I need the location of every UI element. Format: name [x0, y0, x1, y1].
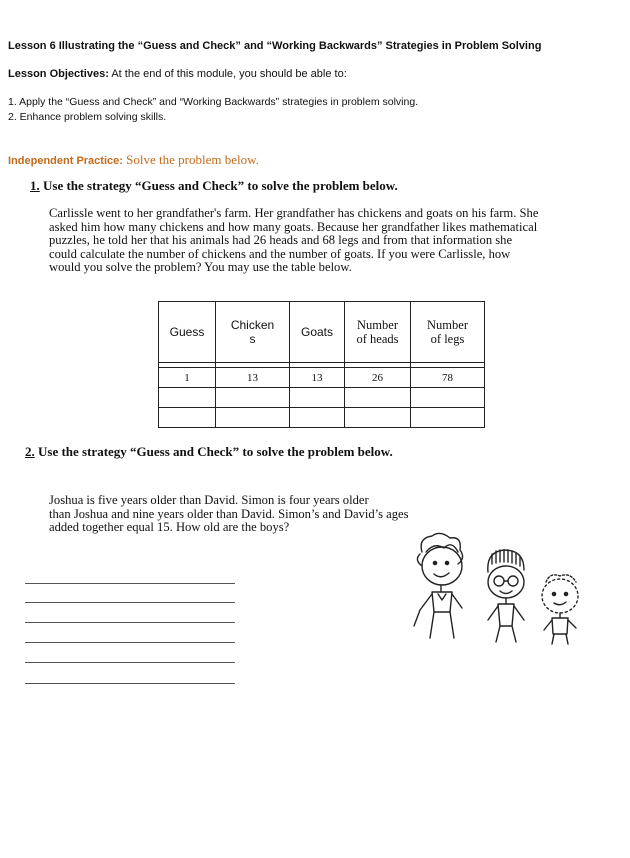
objective-item: 1. Apply the “Guess and Check” and “Working Backwards” strategies in problem solving.	[8, 96, 419, 108]
question-1-paragraph	[49, 207, 538, 275]
answer-line[interactable]	[25, 583, 235, 584]
paragraph-line: than Joshua and nine years older than David. Simon’s and David’s ages	[49, 506, 409, 521]
answer-line[interactable]	[25, 642, 235, 643]
table-cell[interactable]	[290, 388, 345, 408]
guess-check-table	[158, 301, 485, 428]
three-boys-illustration	[400, 530, 590, 645]
table-cell[interactable]	[216, 388, 290, 408]
table-cell[interactable]	[290, 408, 345, 428]
objective-item: 2. Enhance problem solving skills.	[8, 111, 167, 123]
question-2-number: 2.	[25, 444, 35, 459]
header-chickens: Chicken s	[216, 302, 290, 363]
table-cell[interactable]	[411, 388, 485, 408]
header-number-of-legs: Number of legs	[411, 302, 485, 363]
paragraph-line: could calculate the number of chickens and the number of goats. If you were Carlissle, how	[49, 246, 511, 261]
boy-joshua-drawing	[414, 533, 463, 638]
question-2-paragraph	[49, 494, 409, 535]
table-cell[interactable]	[216, 408, 290, 428]
question-1-text: Use the strategy “Guess and Check” to solve the problem below.	[39, 178, 398, 193]
table-cell: 1	[159, 368, 216, 388]
paragraph-line: added together equal 15. How old are the boys?	[49, 520, 290, 534]
paragraph-line: Carlissle went to her grandfather's farm. Her grandfather has chickens and goats on his farm. She	[49, 206, 539, 220]
boy-david-drawing	[542, 575, 578, 644]
independent-practice	[8, 152, 259, 168]
boy-simon-drawing	[488, 550, 524, 642]
question-2-text: Use the strategy “Guess and Check” to solve the problem below.	[34, 444, 393, 459]
header-number-of-heads: Number of heads	[345, 302, 411, 363]
answer-line[interactable]	[25, 602, 235, 603]
paragraph-line: Joshua is five years older than David. Simon is four years older	[49, 493, 369, 507]
question-1-number: 1.	[30, 178, 40, 193]
table-row	[159, 408, 485, 428]
table-cell: 13	[290, 368, 345, 388]
question-1-heading	[30, 178, 398, 194]
lesson-objectives	[8, 68, 347, 80]
table-cell[interactable]	[411, 408, 485, 428]
table-cell: 26	[345, 368, 411, 388]
answer-line[interactable]	[25, 683, 235, 684]
table-cell[interactable]	[345, 388, 411, 408]
table-row	[159, 368, 485, 388]
paragraph-line: would you solve the problem? You may use the table below.	[49, 260, 352, 274]
table-cell[interactable]	[159, 408, 216, 428]
practice-instruction: Solve the problem below.	[122, 152, 259, 167]
answer-line[interactable]	[25, 622, 235, 623]
header-goats: Goats	[290, 302, 345, 363]
paragraph-line: asked him how many chickens and how many goats. Because her grandfather likes mathematical	[49, 219, 538, 234]
table-cell[interactable]	[345, 408, 411, 428]
header-guess: Guess	[159, 302, 216, 363]
table-cell: 78	[411, 368, 485, 388]
answer-line[interactable]	[25, 662, 235, 663]
table-row	[159, 388, 485, 408]
practice-label: Independent Practice:	[8, 155, 123, 167]
lesson-title: Lesson 6 Illustrating the “Guess and Check” and “Working Backwards” Strategies in Problem Solving	[8, 40, 542, 52]
objectives-label: Lesson Objectives:	[8, 68, 109, 80]
table-cell[interactable]	[159, 388, 216, 408]
paragraph-line: puzzles, he told her that his animals had 26 heads and 68 legs and from that information she	[49, 233, 513, 247]
table-cell: 13	[216, 368, 290, 388]
objectives-text: At the end of this module, you should be able to:	[108, 68, 347, 80]
question-2-heading	[25, 444, 393, 460]
